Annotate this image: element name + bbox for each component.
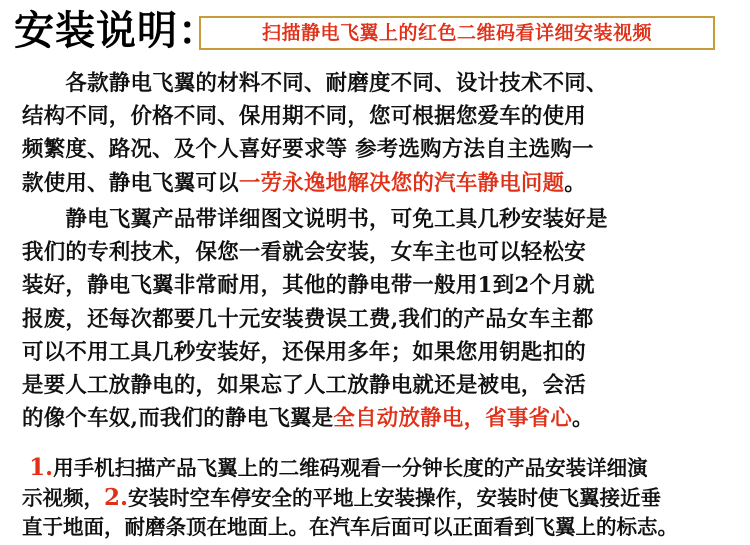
intro-paragraph: [22, 67, 722, 200]
paragraph-line: 装好，静电飞翼非常耐用，其他的静电带一般用1到2个月就: [22, 273, 595, 299]
paragraph-line: 可以不用工具几秒安装好，还保用多年；如果您用钥匙扣的: [22, 339, 586, 365]
highlight-text: 全自动放静电，省事省心: [333, 406, 573, 432]
paragraph-line: 结构不同，价格不同、保用期不同，您可根据您爱车的使用: [22, 104, 586, 130]
paragraph-line: 静电飞翼产品带详细图文说明书，可免工具几秒安装好是: [65, 207, 608, 232]
video-banner: 扫描静电飞翼上的红色二维码看详细安装视频: [199, 16, 715, 50]
paragraph-line: 频繁度、路况、及个人喜好要求等 参考选购方法自主选购一: [22, 137, 594, 163]
list-item: 示视频，2.安装时空车停安全的平地上安装操作，安装时使飞翼接近垂: [22, 484, 662, 511]
list-item: 直于地面，耐磨条顶在地面上。在汽车后面可以正面看到飞翼上的标志。: [22, 515, 678, 539]
paragraph-line: 各款静电飞翼的材料不同、耐磨度不同、设计技术不同、: [65, 71, 608, 96]
paragraph-line: 是要人工放静电的，如果忘了人工放静电就还是被电，会活: [22, 373, 586, 399]
list-item: 1.用手机扫描产品飞翼上的二维码观看一分钟长度的产品安装详细演: [29, 454, 648, 481]
highlight-text: 一劳永逸地解决您的汽车静电问题: [238, 170, 565, 196]
paragraph-line: 报废，还每次都要几十元安装费误工费,我们的产品女车主都: [22, 306, 594, 332]
page-title: 安装说明：: [14, 8, 219, 54]
paragraph-line: 款使用、静电飞翼可以一劳永逸地解决您的汽车静电问题。: [22, 170, 586, 196]
step-number: 1.: [29, 454, 54, 481]
step-number: 2.: [104, 484, 129, 511]
product-paragraph: [22, 203, 722, 435]
steps-list: [22, 453, 732, 542]
paragraph-line: 的像个车奴,而我们的静电飞翼是全自动放静电，省事省心。: [22, 406, 594, 432]
paragraph-line: 我们的专利技术，保您一看就会安装，女车主也可以轻松安: [22, 240, 586, 266]
